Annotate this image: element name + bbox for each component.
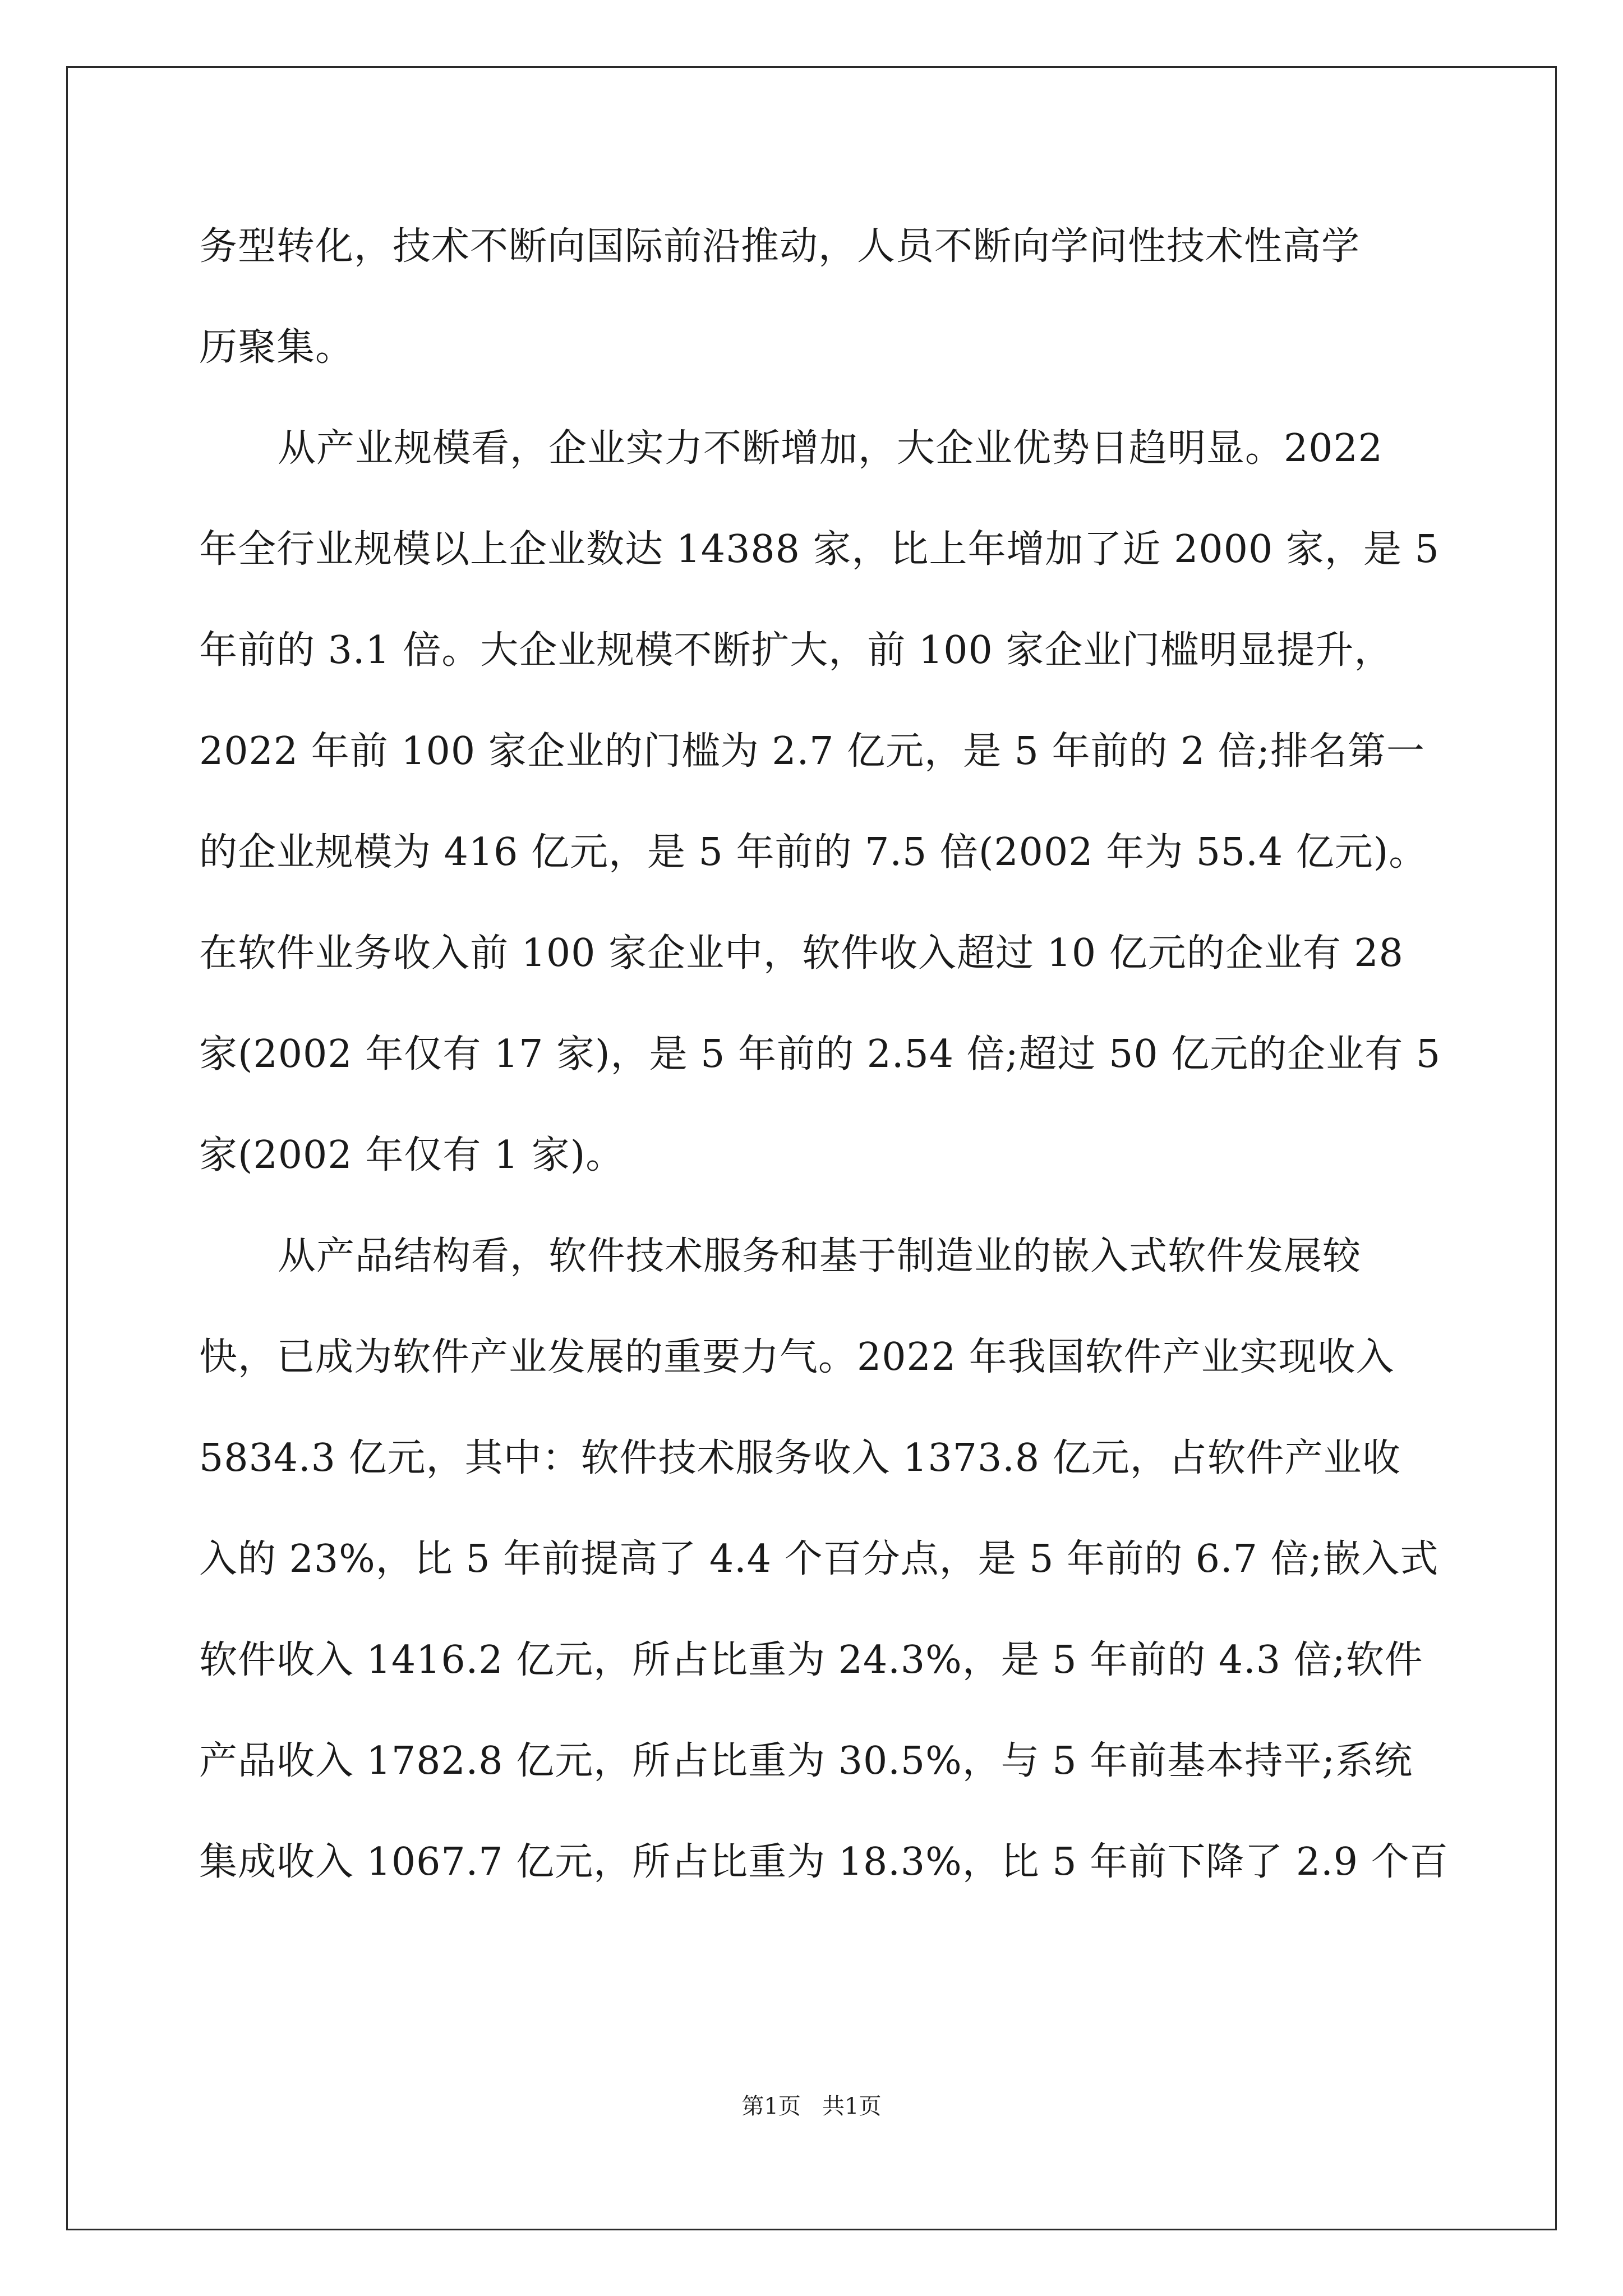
text-line: 年前的 3.1 倍。大企业规模不断扩大，前 100 家企业门槛明显提升，	[199, 628, 1393, 673]
text-line: 历聚集。	[199, 325, 354, 370]
text-line: 集成收入 1067.7 亿元，所占比重为 18.3%，比 5 年前下降了 2.9 个百	[199, 1840, 1449, 1884]
text-line: 从产业规模看，企业实力不断增加，大企业优势日趋明显。2022	[278, 426, 1384, 471]
text-line: 在软件业务收入前 100 家企业中，软件收入超过 10 亿元的企业有 28	[199, 931, 1404, 976]
text-line: 从产品结构看，软件技术服务和基于制造业的嵌入式软件发展较	[278, 1234, 1362, 1278]
text-line: 软件收入 1416.2 亿元，所占比重为 24.3%，是 5 年前的 4.3 倍;软件	[199, 1638, 1423, 1682]
text-line: 家(2002 年仅有 17 家)，是 5 年前的 2.54 倍;超过 50 亿元的企业有 5	[199, 1032, 1441, 1076]
text-line: 快，已成为软件产业发展的重要力气。2022 年我国软件产业实现收入	[199, 1335, 1395, 1379]
page-footer: 第1页 共1页	[741, 2093, 882, 2119]
text-line: 年全行业规模以上企业数达 14388 家，比上年增加了近 2000 家，是 5	[199, 527, 1440, 572]
text-line: 5834.3 亿元，其中：软件技术服务收入 1373.8 亿元，占软件产业收	[199, 1436, 1401, 1480]
text-line: 入的 23%，比 5 年前提高了 4.4 个百分点，是 5 年前的 6.7 倍;嵌入式	[199, 1537, 1439, 1581]
text-line: 务型转化，技术不断向国际前沿推动，人员不断向学问性技术性高学	[199, 224, 1361, 269]
text-line: 的企业规模为 416 亿元，是 5 年前的 7.5 倍(2002 年为 55.4 亿元)。	[199, 830, 1428, 875]
text-line: 产品收入 1782.8 亿元，所占比重为 30.5%，与 5 年前基本持平;系统	[199, 1739, 1413, 1783]
text-line: 家(2002 年仅有 1 家)。	[199, 1133, 625, 1177]
text-line: 2022 年前 100 家企业的门槛为 2.7 亿元，是 5 年前的 2 倍;排名第一	[199, 729, 1425, 774]
